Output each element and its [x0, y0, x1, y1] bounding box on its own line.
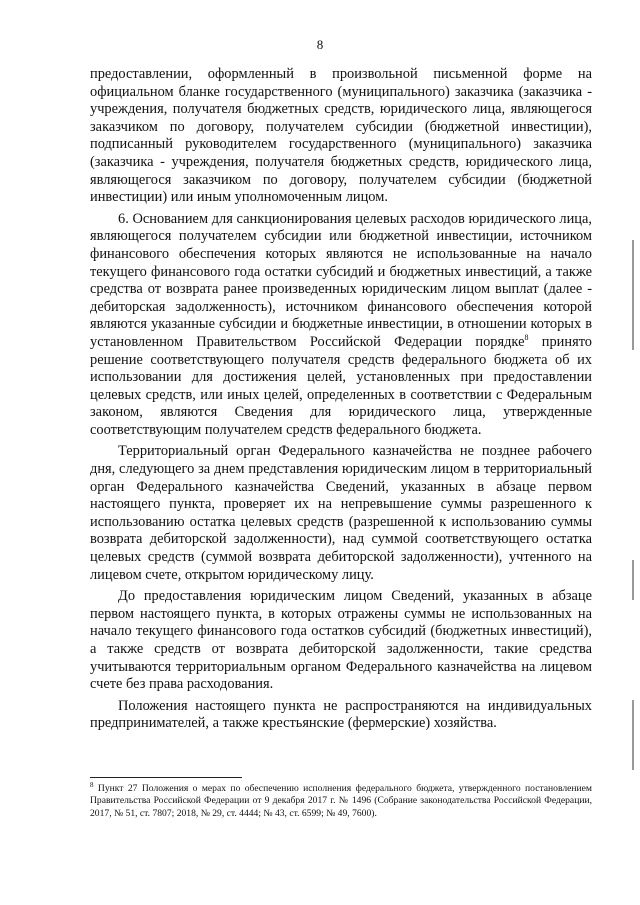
paragraph-before-submission: До предоставления юридическим лицом Сведений, указанных в абзаце первом настоящего пункта, в которых отражены суммы не использованных на начало текущего финансового года остатков субсидий (бюджетных инвестиций), а также средств от возврата дебиторской задолженности, такие средства учитываются территориальным органом Федерального казначейства на лицевом счете без права расходования.: [90, 588, 592, 693]
page-number: 8: [316, 37, 324, 52]
footnote-marker: 8: [90, 780, 94, 789]
footnote: [90, 780, 592, 820]
paragraph-6: [90, 211, 592, 440]
paragraph-exceptions: Положения настоящего пункта не распространяются на индивидуальных предпринимателей, а также крестьянские (фермерские) хозяйства.: [90, 697, 592, 732]
footnote-separator: [90, 777, 242, 778]
footnote-reference[interactable]: 8: [524, 333, 529, 343]
paragraph-6-end: принято решение соответствующего получателя средств федерального бюджета об их использовании для достижения целей, установленных при предоставлении целевых средств, или иных целей, определенных в соответствии с Федеральным законом, являются Сведения для юридического лица, утвержденные соответствующим получателем средств федерального бюджета.: [90, 333, 592, 438]
document-body: [90, 66, 592, 737]
paragraph-6-middle: инвестиций, а также средства от возврата ранее произведенных юридическим лицом выплат (далее - дебиторская задолженность), источником финансового обеспечения которой являются указанные субсидии и бюджетные инвестиции, в отношении которых в установленном Правительством Российской Федерации порядке: [90, 263, 592, 350]
paragraph-territorial-organ: Территориальный орган Федерального казначейства не позднее рабочего дня, следующего за днем представления юридическим лицом в территориальный орган Федерального казначейства Сведений, указанных в абзаце первом настоящего пункта, проверяет их на непревышение суммы разрешенного к использованию остатка целевых средств (разрешенной к использованию суммы возврата дебиторской задолженности), над суммой соответствующего остатка целевых средств (суммой возврата дебиторской задолженности), учтенного на лицевом счете, открытом юридическому лицу.: [90, 443, 592, 583]
footnote-text: Пункт 27 Положения о мерах по обеспечению исполнения федерального бюджета, утвержденного постановлением Правительства Российской Федерации от 9 декабря 2017 г. № 1496 (Собрание законодательства Российской Федерации, 2017, № 51, ст. 7807; 2018, № 29, ст. 4444; № 43, ст. 6599; № 49, 7600).: [90, 783, 592, 819]
paragraph-6-start: 6. Основанием для санкционирования целевых расходов юридического лица, являющегося получателем субсидии или бюджетной инвестиции, источником финансового обеспечения которых являются не использованные на начало текущего финансового года остатки субсидий и бюджетных: [90, 210, 592, 280]
scan-edge-artifact: [632, 0, 634, 905]
paragraph-continuation: предоставлении, оформленный в произвольной письменной форме на официальном бланке государственного (муниципального) заказчика (заказчика - учреждения, получателя бюджетных средств, юридического лица, являющегося заказчиком по договору, получателем субсидии (бюджетной инвестиции), подписанный руководителем государственного (муниципального) заказчика (заказчика - учреждения, получателя бюджетных средств, юридического лица, являющегося заказчиком по договору, получателем субсидии (бюджетной инвестиции) или иным уполномоченным лицом.: [90, 66, 592, 206]
